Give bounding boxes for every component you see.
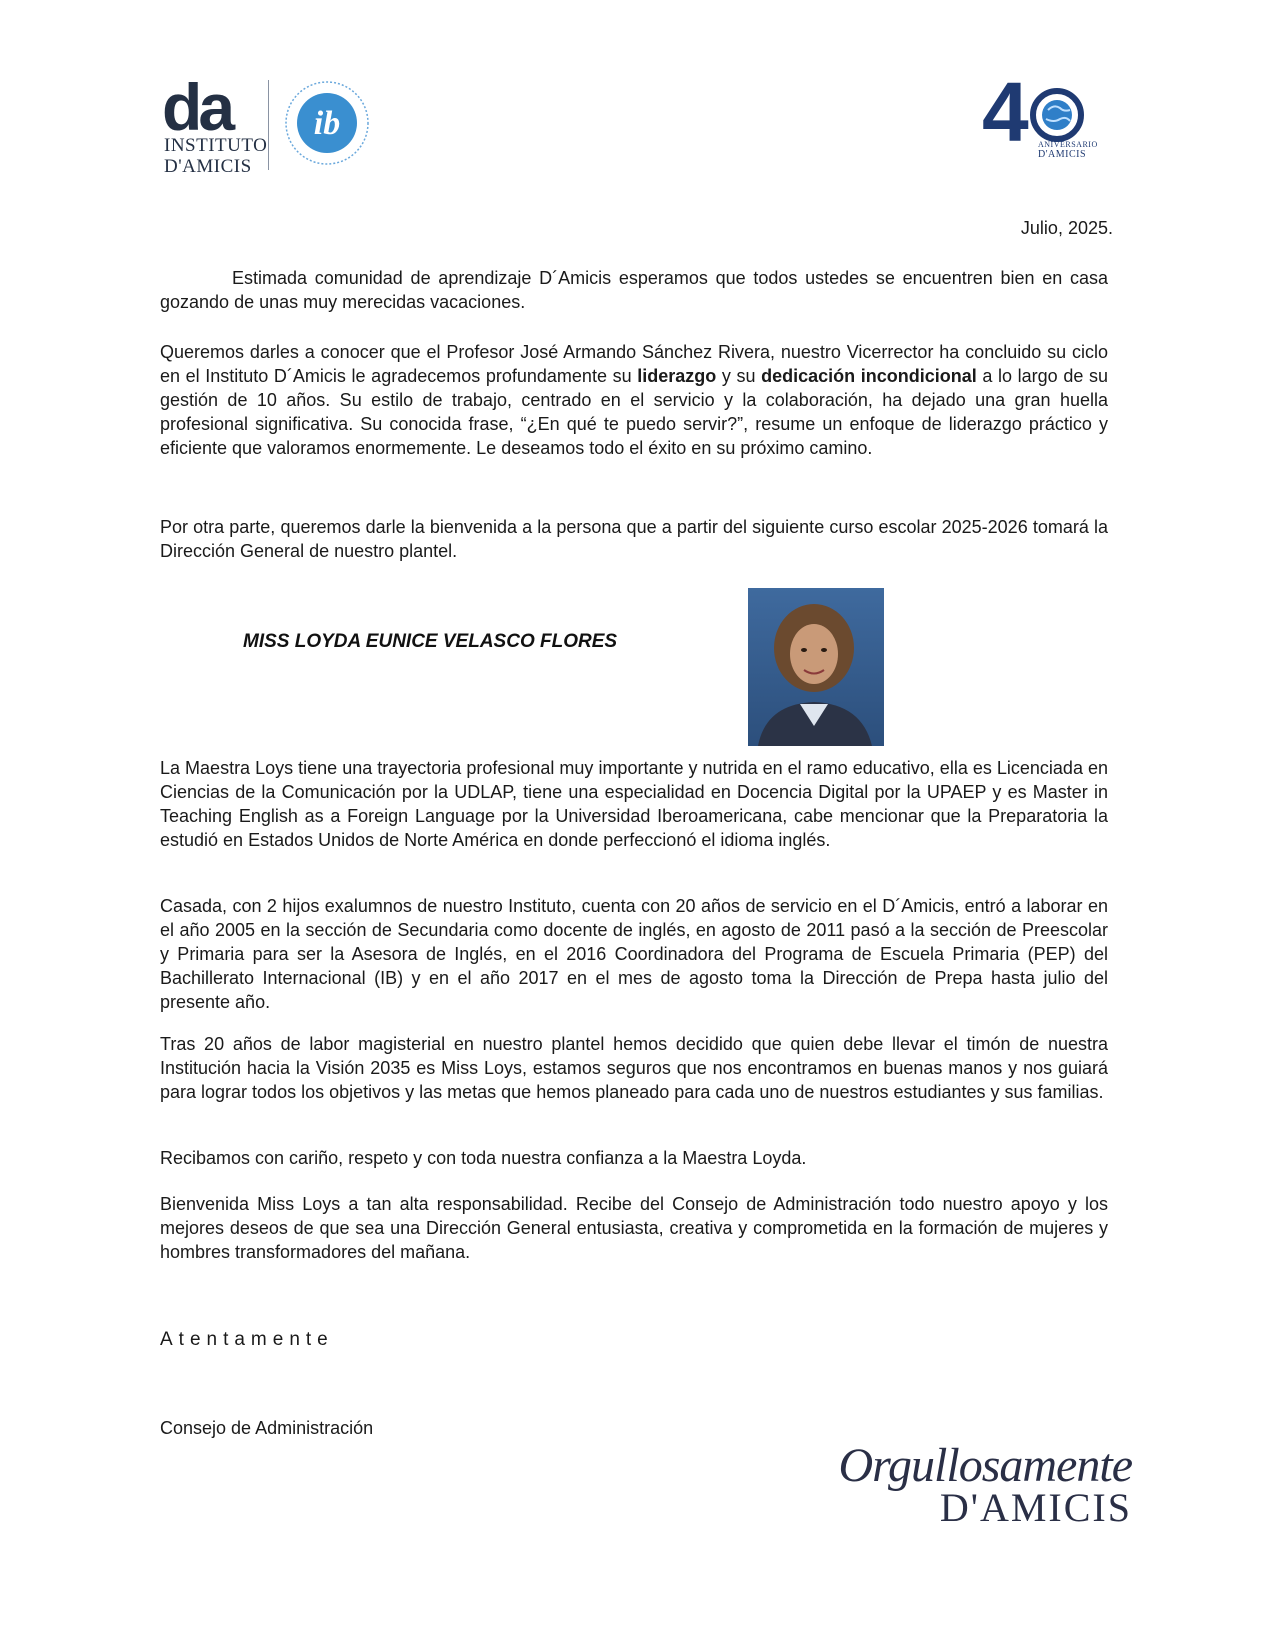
- paragraph-career: Casada, con 2 hijos exalumnos de nuestro Instituto, cuenta con 20 años de servicio en el D´Amicis, entró a laborar en el año 2005 en la sección de Secundaria como docente de inglés, en agosto de 2011 pasó a la sección de Preescolar y Primaria para ser la Asesora de Inglés, en el 2016 Coordinadora del Programa de Escuela Primaria (PEP) del Bachillerato Internacional (IB) y en el año 2017 en el mes de agosto toma la Dirección de Prepa hasta julio del presente año.: [160, 896, 1108, 1012]
- paragraph-vision: Tras 20 años de labor magisterial en nuestro plantel hemos decidido que quien debe llevar el timón de nuestra Institución hacia la Visión 2035 es Miss Loys, estamos seguros que nos encontramos en buenas manos y nos guiará para lograr todos los objetivos y las metas que hemos planeado para cada uno de nuestros estudiantes y sus familias.: [160, 1034, 1108, 1102]
- anniversary-number: 4: [982, 65, 1023, 159]
- anniversary-logo: [982, 65, 1098, 172]
- paragraph-reception: Recibamos con cariño, respeto y con toda nuestra confianza a la Maestra Loyda.: [160, 1148, 807, 1168]
- paragraph-closing-wishes: Bienvenida Miss Loys a tan alta responsabilidad. Recibe del Consejo de Administración todo nuestro apoyo y los mejores deseos de que sea una Dirección General entusiasta, creativa y comprometida en la formación de mujeres y hombres transformadores del mañana.: [160, 1194, 1108, 1262]
- farewell-text-c: y su: [716, 366, 762, 386]
- letter-date: Julio, 2025.: [1020, 218, 1113, 238]
- anniversary-school: D'AMICIS: [1038, 149, 1087, 160]
- anniversary-label: ANIVERSARIO: [1038, 140, 1098, 149]
- ib-world-school-icon: [284, 80, 370, 166]
- director-portrait-photo: [748, 588, 884, 746]
- ib-letters: ib: [313, 105, 341, 142]
- logo-divider: [268, 80, 269, 170]
- footer-school-name: D'AMICIS: [939, 1485, 1132, 1530]
- paragraph-greeting: Estimada comunidad de aprendizaje D´Amicis esperamos que todos ustedes se encuentren bien en casa gozando de unas muy merecidas vacaciones.: [160, 268, 1108, 312]
- farewell-bold-leadership: liderazgo: [637, 366, 717, 386]
- institute-logo: [162, 70, 392, 180]
- signer-name: Consejo de Administración: [160, 1418, 374, 1438]
- logo-text-institute: INSTITUTO: [164, 135, 268, 156]
- farewell-text-e: a lo largo de su gestión de 10 años. Su estilo de trabajo, centrado en el servicio y la colaboración, ha dejado una gran huella profesional significativa. Su conocida frase, “¿En qué te puedo servir?”, resume un enfoque de liderazgo práctico y eficiente que valoramos enormemente. Le deseamos todo el éxito en su próximo camino.: [160, 366, 1108, 458]
- paragraph-welcome: Por otra parte, queremos darle la bienvenida a la persona que a partir del siguiente curso escolar 2025-2026 tomará la Dirección General de nuestro plantel.: [160, 517, 1108, 561]
- footer-slogan: Orgullosamente: [838, 1439, 1132, 1492]
- paragraph-education: La Maestra Loys tiene una trayectoria profesional muy importante y nutrida en el ramo educativo, ella es Licenciada en Ciencias de la Comunicación por la UDLAP, tiene una especialidad en Docencia Digital por la UPAEP y es Master in Teaching English as a Foreign Language por la Universidad Iberoamericana, cabe mencionar que la Preparatoria la estudió en Estados Unidos de Norte América en donde perfeccionó el idioma inglés.: [160, 758, 1108, 850]
- globe-icon: [1030, 88, 1084, 142]
- paragraph-farewell: [160, 340, 1108, 460]
- logo-text-damicis: D'AMICIS: [164, 156, 252, 177]
- closing-salutation: Atentamente: [160, 1329, 334, 1350]
- footer-slogan-logo: [838, 1438, 1132, 1530]
- new-director-name: MISS LOYDA EUNICE VELASCO FLORES: [243, 631, 618, 652]
- farewell-text-a: Queremos darles a conocer que el Profesor José Armando Sánchez Rivera, nuestro Vicerrector ha concluido su ciclo en el Instituto D´Amicis le agradecemos profundamente su: [160, 342, 1108, 386]
- da-logo-mark: da: [162, 70, 232, 144]
- farewell-bold-dedication: dedicación incondicional: [761, 366, 977, 386]
